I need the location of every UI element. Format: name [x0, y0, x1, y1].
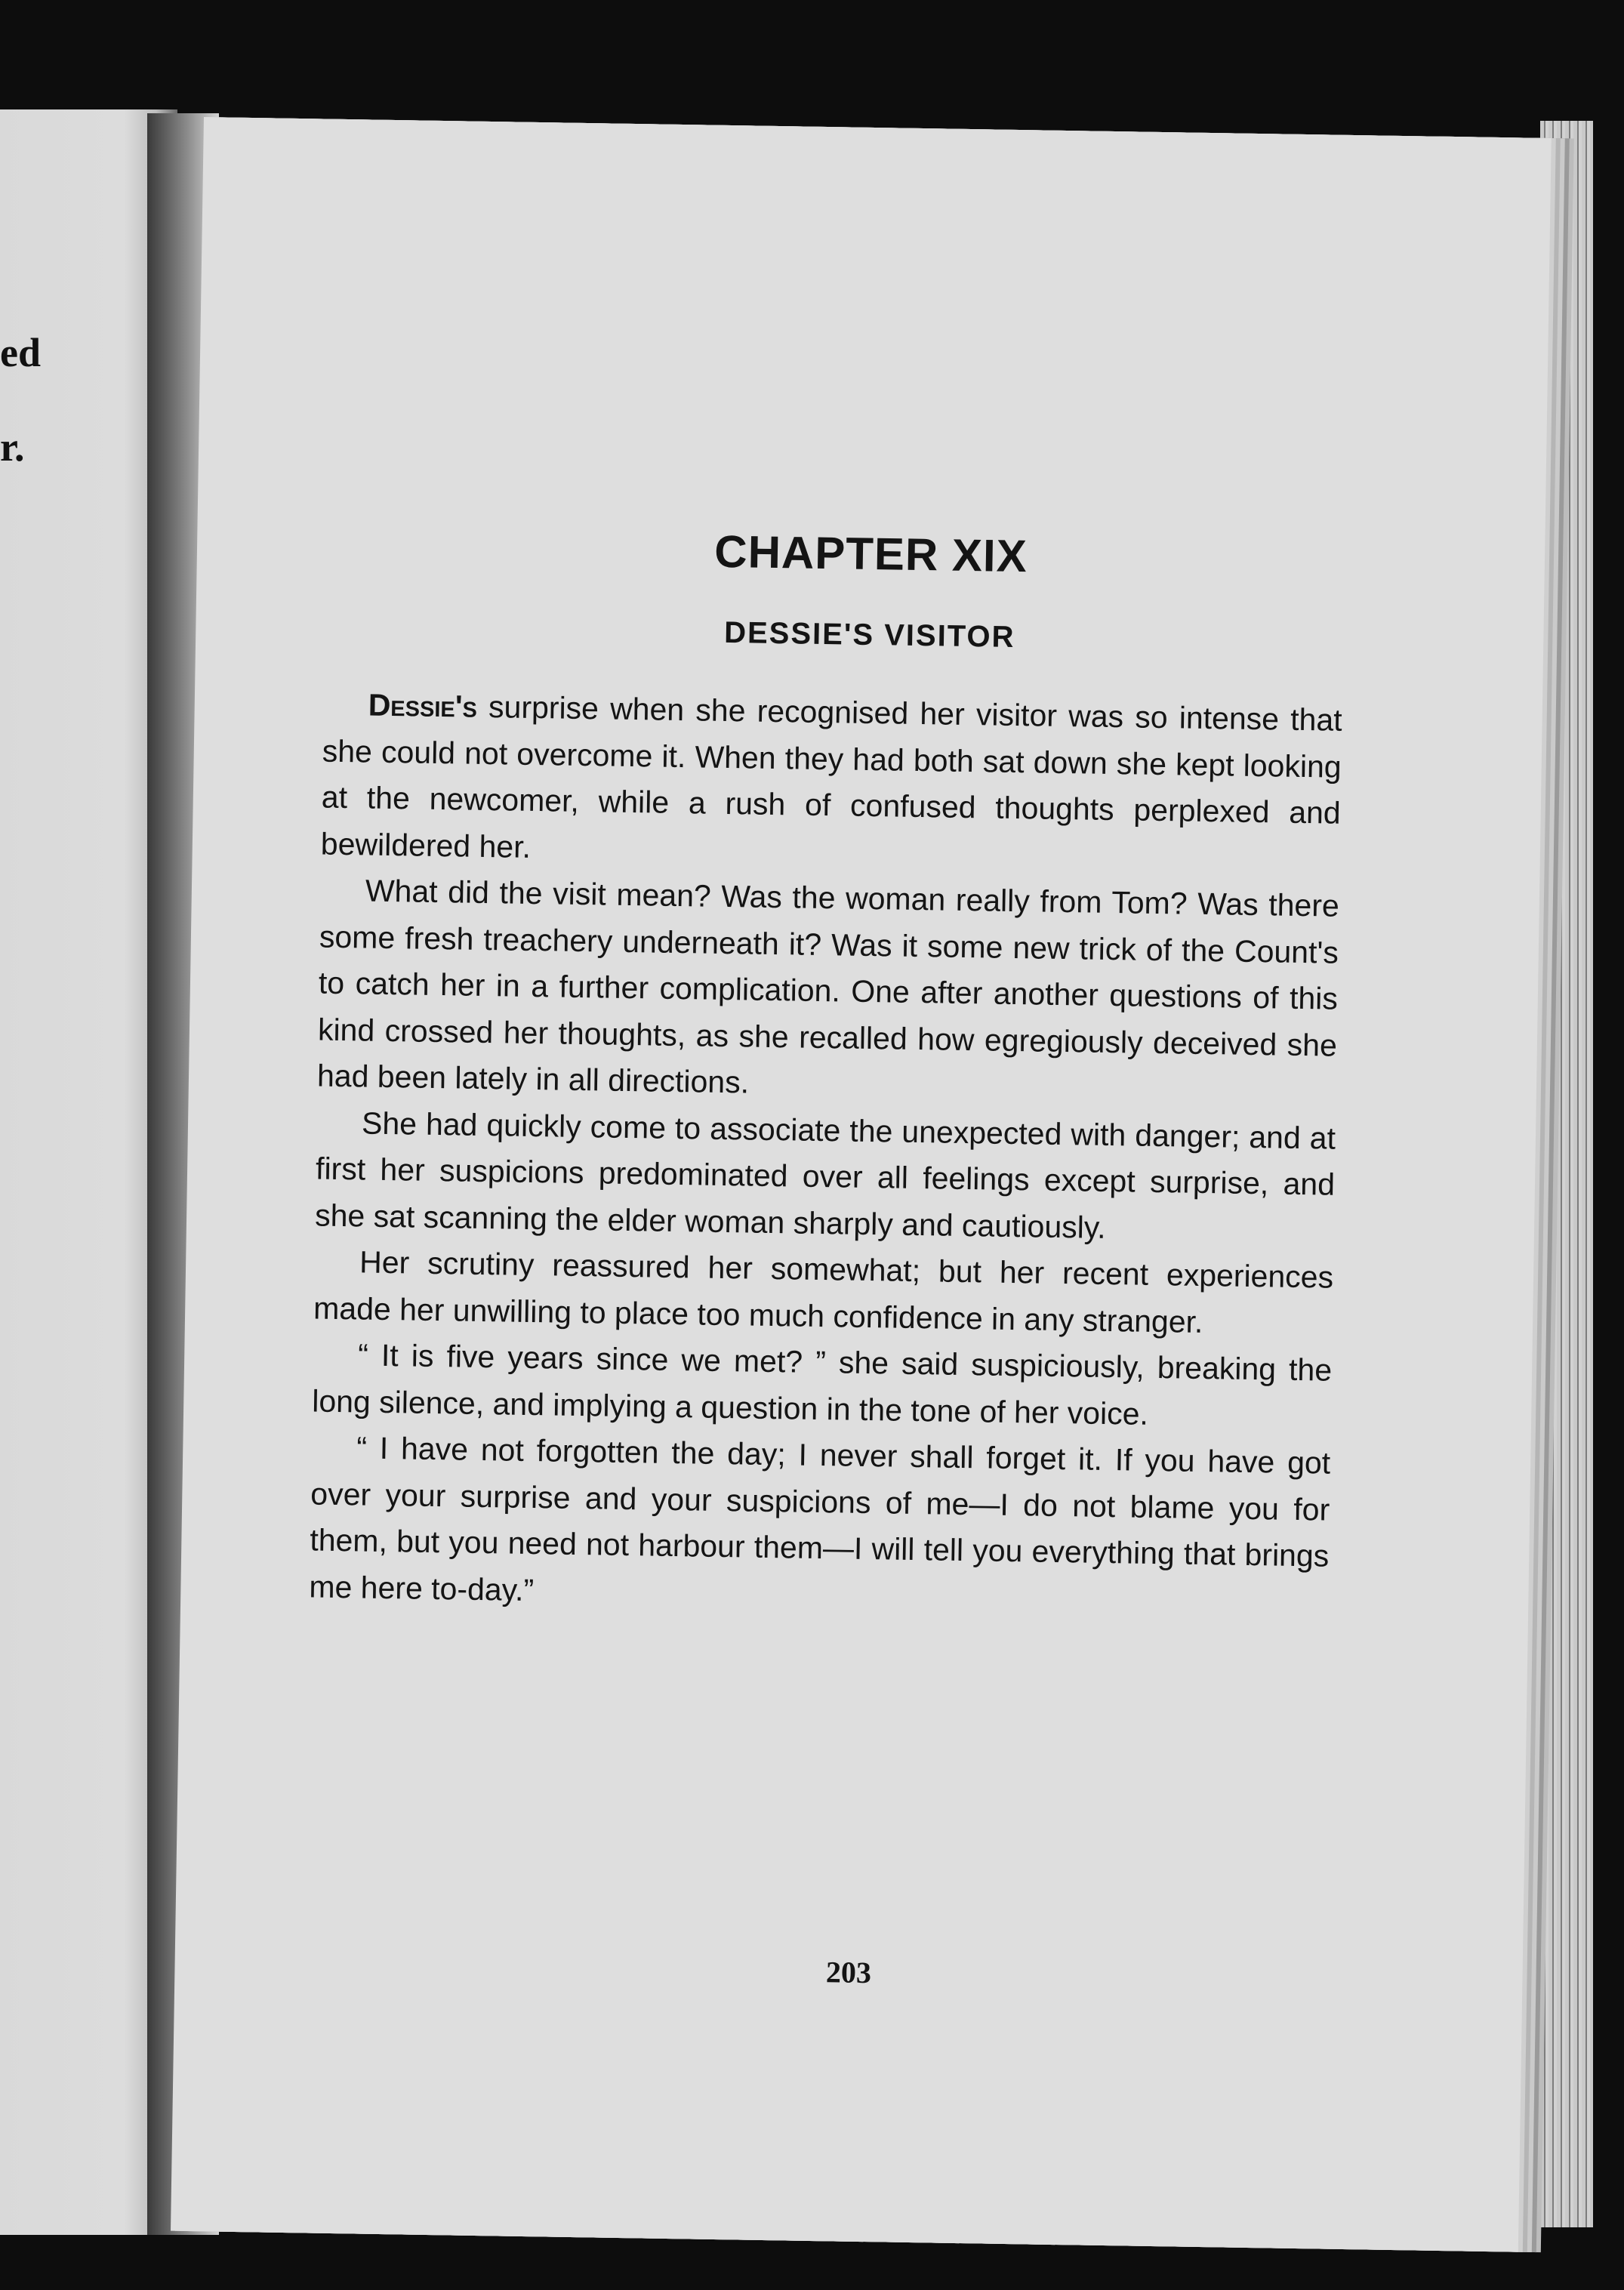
- chapter-title: CHAPTER XIX: [713, 525, 1028, 582]
- paragraph: What did the visit mean? Was the woman really from Tom? Was there some fresh treachery underneath it? Was it some new trick of the Count's to catch her in a further complication. One after another questions of this kind crossed her thoughts, as she recalled how egregiously deceived she had been lately in all directions.: [316, 873, 1340, 1100]
- paragraph: She had quickly come to associate the unexpected with danger; and at first her suspicions predominated over all feelings except surprise, and she sat scanning the elder woman sharply and cautiously.: [314, 1105, 1336, 1245]
- chapter-subtitle: DESSIE'S VISITOR: [723, 615, 1015, 654]
- left-page-text-fragment: ed: [0, 330, 41, 375]
- paragraph: [320, 682, 1342, 883]
- page-number: 203: [825, 1955, 872, 1990]
- paragraph: “ I have not forgotten the day; I never shall forget it. If you have got over your surprise and your suspicions of me—I do not blame you for them, but you need not harbour them—I will tell you everything that brings me here to-day.”: [309, 1430, 1331, 1607]
- page-edges: [1540, 121, 1593, 2227]
- left-page-text-fragment: r.: [0, 424, 25, 470]
- paragraph: Her scrutiny reassured her somewhat; but her recent experiences made her unwilling to place too much confidence in any stranger.: [313, 1244, 1334, 1339]
- paragraph: “ It is five years since we met? ” she said suspiciously, breaking the long silence, and implying a question in the tone of her voice.: [311, 1337, 1333, 1432]
- chapter-body: [309, 682, 1342, 1626]
- paragraph-text: surprise when she recognised her visitor was so intense that she could not overcome it. When they had both sat down she kept looking at the newcomer, while a rush of confused thoughts perplexed and bewildered her.: [320, 689, 1343, 865]
- paragraph-lead-word: Dessie's: [368, 687, 478, 724]
- right-page: [171, 117, 1552, 2252]
